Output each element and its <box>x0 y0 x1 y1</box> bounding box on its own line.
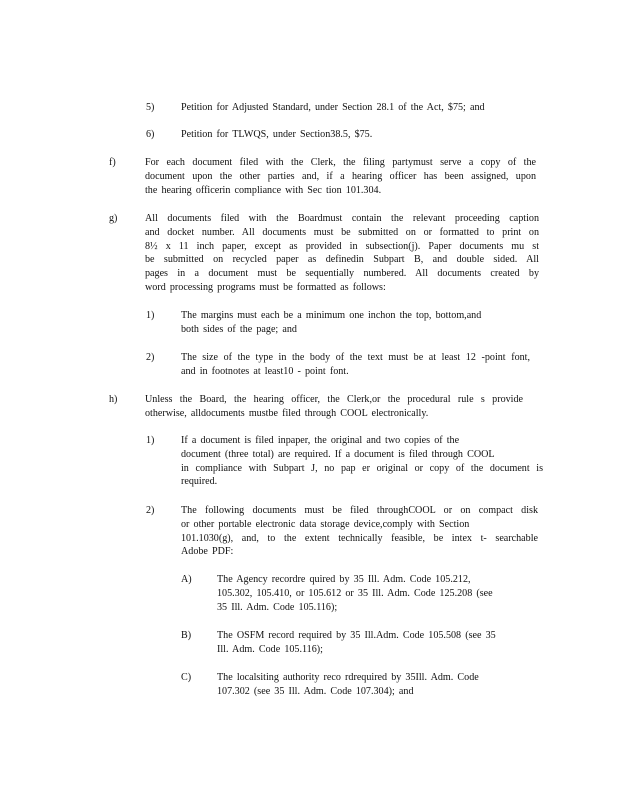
item-label: 5) <box>146 102 155 113</box>
paragraph <box>181 351 530 379</box>
item-label: 2) <box>146 505 155 516</box>
text-line: The margins must each be a minimum one inchon the top, bottom,and <box>181 310 482 321</box>
text-line: The Agency recordre quired by 35 Ill. Adm. Code 105.212, <box>217 574 471 585</box>
text-line: be submitted on recycled paper as definedin Subpart B, and double sided. All <box>145 254 539 266</box>
text-line: If a document is filed inpaper, the original and two copies of the <box>181 435 460 446</box>
paragraph <box>145 212 539 295</box>
text-line: or other portable electronic data storage device,comply with Section <box>181 518 470 530</box>
text-line: in compliance with Subpart J, no pap er original or copy of the document is <box>181 462 543 474</box>
text-line: pages in a document must be sequentially numbered. All documents created by <box>145 268 539 280</box>
text-line: 35 Ill. Adm. Code 105.116); <box>217 601 338 613</box>
item-label: 6) <box>146 129 155 140</box>
text-line: The size of the type in the body of the text must be at least 12 -point font, <box>181 352 530 363</box>
text-line: Unless the Board, the hearing officer, the Clerk,or the procedural rule s provide <box>145 394 523 405</box>
text-line: Adobe PDF: <box>181 546 234 558</box>
item-label: 1) <box>146 435 155 446</box>
item-label: C) <box>181 672 192 683</box>
text-line: 107.302 (see 35 Ill. Adm. Code 107.304); and <box>217 685 414 697</box>
paragraph <box>217 629 532 657</box>
text-line: the hearing officerin compliance with Sec tion 101.304. <box>145 184 382 196</box>
text-line: document upon the other parties and, if a hearing officer has been assigned, upon <box>145 170 536 182</box>
text-line: required. <box>181 476 218 488</box>
text-line: Petition for Adjusted Standard, under Section 28.1 of the Act, $75; and <box>181 102 485 113</box>
paragraph <box>181 504 538 559</box>
text-line: For each document filed with the Clerk, the filing partymust serve a copy of the <box>145 157 536 168</box>
item-label: A) <box>181 574 192 585</box>
item-label: h) <box>109 394 118 405</box>
paragraph <box>145 393 523 421</box>
item-label: g) <box>109 213 118 224</box>
text-line: otherwise, alldocuments mustbe filed through COOL electronically. <box>145 407 429 419</box>
paragraph <box>217 573 527 614</box>
paragraph <box>217 671 517 699</box>
item-label: B) <box>181 630 192 641</box>
text-line: document (three total) are required. If a document is filed through COOL <box>181 448 495 460</box>
paragraph <box>181 128 431 142</box>
text-line: Petition for TLWQS, under Section38.5, $75. <box>181 129 373 140</box>
paragraph <box>145 156 536 197</box>
item-label: 2) <box>146 352 155 363</box>
text-line: 105.302, 105.410, or 105.612 or 35 Ill. Adm. Code 125.208 (see <box>217 587 493 599</box>
text-line: and docket number. All documents must be submitted on or formatted to print on <box>145 226 539 238</box>
item-label: 1) <box>146 310 155 321</box>
item-label: f) <box>109 157 116 168</box>
text-line: The following documents must be filed throughCOOL or on compact disk <box>181 505 538 516</box>
text-line: 8½ x 11 inch paper, except as provided in subsection(j). Paper documents mu st <box>145 240 539 252</box>
text-line: word processing programs must be formatted as follows: <box>145 281 386 293</box>
text-line: 101.1030(g), and, to the extent technically feasible, be intex t- searchable <box>181 532 538 544</box>
paragraph <box>181 434 543 489</box>
paragraph <box>181 309 511 337</box>
text-line: The localsiting authority reco rdrequired by 35Ill. Adm. Code <box>217 672 479 683</box>
text-line: Ill. Adm. Code 105.116); <box>217 643 323 655</box>
text-line: both sides of the page; and <box>181 323 297 335</box>
text-line: The OSFM record required by 35 Ill.Adm. Code 105.508 (see 35 <box>217 630 496 641</box>
text-line: All documents filed with the Boardmust contain the relevant proceeding caption <box>145 213 539 224</box>
paragraph <box>181 101 523 115</box>
text-line: and in footnotes at least10 - point font. <box>181 365 349 377</box>
